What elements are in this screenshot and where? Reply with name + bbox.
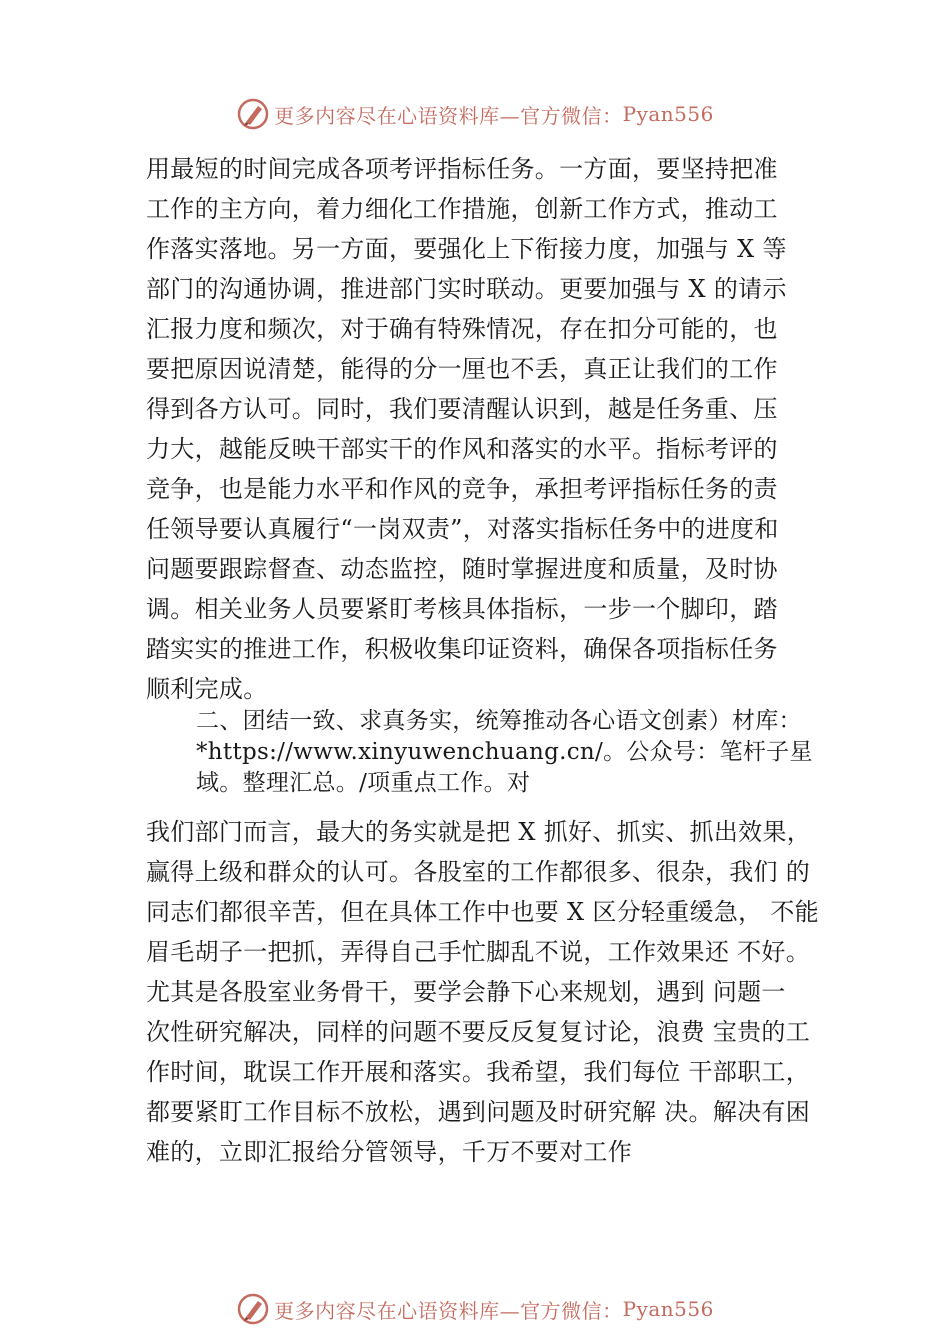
text-line: 域。整理汇总。/项重点工作。对 [196,770,531,796]
pen-logo-icon [236,97,270,131]
footer-banner [0,1289,950,1329]
header-banner [0,94,950,134]
text-line: 要把原因说清楚，能得的分一厘也不丢，真正让我们的工作 [146,355,778,383]
text-line: 同志们都很辛苦，但在具体工作中也要 X 区分轻重缓急， 不能 [146,898,819,926]
text-line: 我们部门而言，最大的务实就是把 X 抓好、抓实、抓出效果， [146,818,812,846]
text-line: 尤其是各股室业务骨干，要学会静下心来规划，遇到 问题一 [146,978,786,1006]
text-line: 次性研究解决，同样的问题不要反反复复讨论，浪费 宝贵的工 [146,1018,811,1046]
text-line: 作时间，耽误工作开展和落实。我希望，我们每位 干部职工， [146,1058,811,1086]
text-line: 力大，越能反映干部实干的作风和落实的水平。指标考评的 [146,435,778,463]
text-line: 工作的主方向，着力细化工作措施，创新工作方式，推动工 [146,195,778,223]
text-line: 赢得上级和群众的认可。各股室的工作都很多、很杂，我们 的 [146,858,811,886]
text-line: 竞争，也是能力水平和作风的竞争，承担考评指标任务的责 [146,475,778,503]
text-line: 都要紧盯工作目标不放松，遇到问题及时研究解 决。解决有困 [146,1098,811,1126]
text-line: 用最短的时间完成各项考评指标任务。一方面，要坚持把准 [146,155,778,183]
text-line: *https://www.xinyuwenchuang.cn/。公众号：笔杆子星 [196,739,813,765]
text-line: 调。相关业务人员要紧盯考核具体指标，一步一个脚印，踏 [146,595,778,623]
text-line: 部门的沟通协调，推进部门实时联动。更要加强与 X 的请示 [146,275,787,303]
text-line: 汇报力度和频次，对于确有特殊情况，存在扣分可能的，也 [146,315,778,343]
text-line: 得到各方认可。同时，我们要清醒认识到，越是任务重、压 [146,395,778,423]
text-line: 顺利完成。 [146,675,268,703]
paragraph-1 [146,149,816,709]
text-line: 眉毛胡子一把抓，弄得自己手忙脚乱不说，工作效果还 不好。 [146,938,811,966]
header-text: 更多内容尽在心语资料库—官方微信： [274,103,623,128]
text-line: 难的，立即汇报给分管领导，千万不要对工作 [146,1138,632,1166]
footer-wechat-id: Pyan556 [622,1297,714,1321]
header-wechat-id: Pyan556 [622,102,714,126]
text-line: 任领导要认真履行“一岗双责”，对落实指标任务中的进度和 [146,515,779,543]
text-line: 问题要跟踪督查、动态监控，随时掌握进度和质量，及时协 [146,555,778,583]
pen-logo-icon [236,1292,270,1326]
text-line: 踏实实的推进工作，积极收集印证资料，确保各项指标任务 [146,635,778,663]
paragraph-2 [196,706,836,799]
text-line: 二、团结一致、求真务实，统筹推动各心语文创素）材库： [196,708,802,734]
footer-text: 更多内容尽在心语资料库—官方微信： [274,1298,623,1323]
text-line: 作落实落地。另一方面，要强化上下衔接力度，加强与 X 等 [146,235,787,263]
paragraph-3 [146,812,836,1172]
